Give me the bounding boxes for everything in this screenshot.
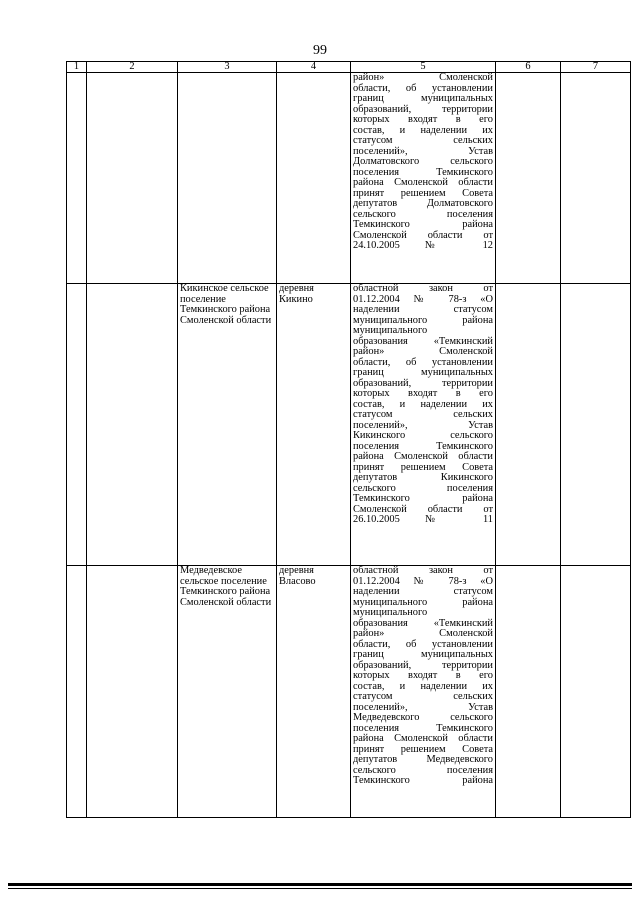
cell-center: деревня Власово xyxy=(277,566,351,818)
table-row xyxy=(67,566,631,818)
cell-col6 xyxy=(496,284,561,566)
legal-basis-text: район» Смоленской области, об установлении границ муниципальных образований, территории которых входят в его состав, и наделении их статусом сельских поселений», Устав Долматовского сельского поселения Темкинского района Смоленской области принят решением Совета депутатов Долматовского сельского поселения Темкинского района Смоленской области от 24.10.2005 № 12 xyxy=(353,72,493,251)
cell-col6 xyxy=(496,73,561,284)
header-cell-6: 6 xyxy=(496,62,561,73)
header-row xyxy=(67,62,631,73)
cell-col7 xyxy=(561,566,631,818)
cell-number xyxy=(67,284,87,566)
registry-table xyxy=(66,61,631,818)
legal-basis-text: областной закон от 01.12.2004 № 78-з «О наделении статусом муниципального района муниципального образования «Темкинский район» Смоленской области, об установлении границ муниципальных образований, территории которых входят в его состав, и наделении их статусом сельских поселений», Устав Медведевского сельского поселения Темкинского района Смоленской области принят решением Совета депутатов Медведевского сельского поселения Темкинского района xyxy=(353,565,493,786)
header-cell-3: 3 xyxy=(178,62,277,73)
cell-number xyxy=(67,566,87,818)
header-cell-4: 4 xyxy=(277,62,351,73)
header-cell-1: 1 xyxy=(67,62,87,73)
cell-col6 xyxy=(496,566,561,818)
header-cell-5: 5 xyxy=(351,62,496,73)
cell-center xyxy=(277,73,351,284)
cell-municipality: Медведевское сельское поселение Темкинского района Смоленской области xyxy=(178,566,277,818)
cell-legal-basis xyxy=(351,566,496,818)
page-number: 99 xyxy=(313,43,327,58)
cell-region xyxy=(87,73,178,284)
table-row xyxy=(67,284,631,566)
cell-col7 xyxy=(561,73,631,284)
cell-col7 xyxy=(561,284,631,566)
cell-municipality: Кикинское сельское поселение Темкинского района Смоленской области xyxy=(178,284,277,566)
cell-legal-basis xyxy=(351,284,496,566)
cell-region xyxy=(87,566,178,818)
table-row xyxy=(67,73,631,284)
cell-center: деревня Кикино xyxy=(277,284,351,566)
cell-region xyxy=(87,284,178,566)
cell-number xyxy=(67,73,87,284)
header-cell-2: 2 xyxy=(87,62,178,73)
legal-basis-text: областной закон от 01.12.2004 № 78-з «О наделении статусом муниципального района муниципального образования «Темкинский район» Смоленской области, об установлении границ муниципальных образований, территории которых входят в его состав, и наделении их статусом сельских поселений», Устав Кикинского сельского поселения Темкинского района Смоленской области принят решением Совета депутатов Кикинского сельского поселения Темкинского района Смоленской области от 26.10.2005 № 11 xyxy=(353,283,493,525)
header-cell-7: 7 xyxy=(561,62,631,73)
bottom-rule-thin xyxy=(8,888,632,889)
cell-municipality xyxy=(178,73,277,284)
cell-legal-basis xyxy=(351,73,496,284)
bottom-rule xyxy=(8,883,632,886)
